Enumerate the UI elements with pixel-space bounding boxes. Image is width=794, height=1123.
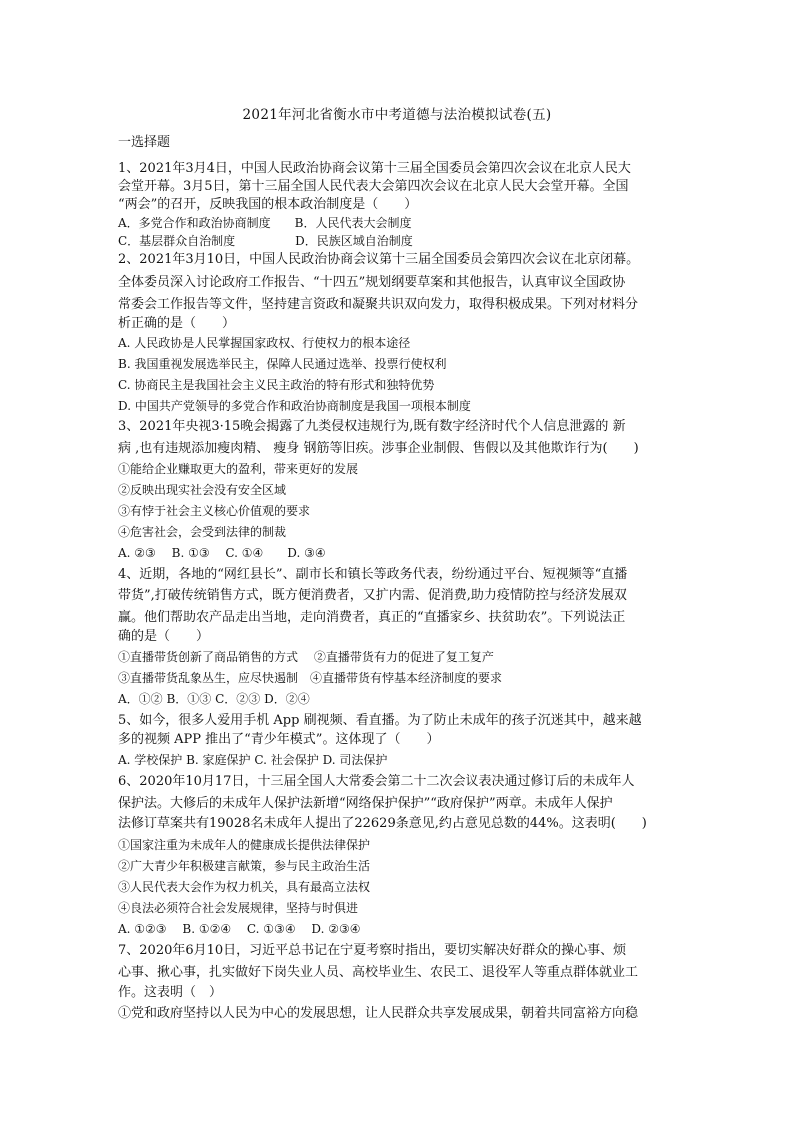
option-line: ④良法必须符合社会发展规律，坚持与时俱进 bbox=[118, 901, 359, 915]
section-heading: 一选择题 bbox=[118, 135, 171, 150]
answer-options: A. ①②③ B. ①②④ C. ①③④ D. ②③④ bbox=[118, 922, 361, 936]
option-line: C．基层群众自治制度 D．民族区域自治制度 bbox=[118, 234, 413, 248]
option-line: A．多党合作和政治协商制度 B．人民代表大会制度 bbox=[118, 216, 412, 230]
option-line: ④危害社会，会受到法律的制裁 bbox=[118, 525, 287, 539]
text-line: 4、近期，各地的“网红县长”、副市长和镇长等政务代表，纷纷通过平台、短视频等“直播 bbox=[118, 567, 628, 582]
option-line: ③直播带货乱象丛生，应尽快遏制 ④直播带货有悖基本经济制度的要求 bbox=[118, 671, 503, 685]
text-line: 病 ,也有违规添加瘦肉精、 瘦身 钢筋等旧疾。涉事企业制假、售假以及其他欺诈行为( ) bbox=[118, 441, 639, 456]
text-line: 析正确的是（ ） bbox=[118, 316, 236, 331]
option-line: C. 协商民主是我国社会主义民主政治的特有形式和独特优势 bbox=[118, 378, 435, 392]
text-line: 赢。他们帮助农产品走出当地，走向消费者，真正的“直播家乡、扶贫助农”。下列说法正 bbox=[118, 610, 626, 625]
answer-options: A. ②③ B. ①③ C. ①④ D. ③④ bbox=[118, 546, 326, 560]
text-line: 5、如今，很多人爱用手机 App 刷视频、看直播。为了防止未成年的孩子沉迷其中，越来越 bbox=[118, 713, 642, 728]
option-line: ①能给企业赚取更大的盈利，带来更好的发展 bbox=[118, 462, 359, 476]
page-title: 2021年河北省衡水市中考道德与法治模拟试卷(五) bbox=[242, 107, 552, 123]
text-line: 确的是（ ） bbox=[118, 629, 210, 644]
text-line: 会堂开幕。3月5日，第十三届全国人民代表大会第四次会议在北京人民大会堂开幕。全国 bbox=[118, 179, 629, 194]
option-line: ①直播带货创新了商品销售的方式 ②直播带货有力的促进了复工复产 bbox=[118, 650, 494, 664]
text-line: 全体委员深入讨论政府工作报告、“十四五”规划纲要草案和其他报告，认真审议全国政协 bbox=[118, 275, 626, 290]
option-line: ③有悖于社会主义核心价值观的要求 bbox=[118, 504, 311, 518]
text-line: 6、2020年10月17日，十三届全国人大常委会第二十二次会议表决通过修订后的未成年人 bbox=[118, 774, 635, 789]
option-line: A. 人民政协是人民掌握国家政权、行使权力的根本途径 bbox=[118, 336, 411, 350]
text-line: 2、2021年3月10日，中国人民政治协商会议第十三届全国委员会第四次会议在北京闭幕。 bbox=[118, 252, 640, 267]
answer-options: A. 学校保护 B. 家庭保护 C. 社会保护 D. 司法保护 bbox=[118, 753, 388, 767]
text-line: 3、2021年央视3·15晚会揭露了九类侵权违规行为,既有数字经济时代个人信息泄露的 新 bbox=[118, 419, 626, 434]
option-line: ①国家注重为未成年人的健康成长提供法律保护 bbox=[118, 838, 371, 852]
option-line: ②反映出现实社会没有安全区域 bbox=[118, 483, 287, 497]
option-line: ②广大青少年积极建言献策，参与民主政治生活 bbox=[118, 859, 371, 873]
text-line: 7、2020年6月10日，习近平总书记在宁夏考察时指出，要切实解决好群众的操心事、烦 bbox=[118, 943, 627, 958]
option-line: B. 我国重视发展选举民主，保障人民通过选举、投票行使权利 bbox=[118, 357, 447, 371]
text-line: 心事、揪心事，扎实做好下岗失业人员、高校毕业生、农民工、退役军人等重点群体就业工 bbox=[118, 965, 639, 980]
text-line: 1、2021年3月4日，中国人民政治协商会议第十三届全国委员会第四次会议在北京人民大 bbox=[118, 161, 631, 176]
text-line: “两会”的召开，反映我国的根本政治制度是（ ） bbox=[118, 197, 418, 212]
text-line: 带货”,打破传统销售方式，既方便消费者，又扩内需、促消费,助力疫情防控与经济发展双 bbox=[118, 588, 627, 603]
text-line: 法修订草案共有19028名未成年人提出了22629条意见,约占意见总数的44%。这表明( ) bbox=[118, 816, 647, 831]
text-line: 多的视频 APP 推出了“青少年模式”。这体现了（ ） bbox=[118, 732, 440, 747]
text-line: 常委会工作报告等文件，坚持建言资政和凝聚共识双向发力，取得积极成果。下列对材料分 bbox=[118, 297, 639, 312]
option-line: ③人民代表大会作为权力机关，具有最高立法权 bbox=[118, 880, 371, 894]
text-line: ①党和政府坚持以人民为中心的发展思想，让人民群众共享发展成果，朝着共同富裕方向稳 bbox=[118, 1006, 639, 1021]
answer-options: A．①② B．①③ C．②③ D．②④ bbox=[118, 692, 310, 706]
text-line: 作。这表明（ ） bbox=[118, 985, 223, 1000]
option-line: D. 中国共产党领导的多党合作和政治协商制度是我国一项根本制度 bbox=[118, 399, 471, 413]
text-line: 保护法。大修后的未成年人保护法新增“网络保护保护”“政府保护”两章。未成年人保护 bbox=[118, 796, 613, 811]
